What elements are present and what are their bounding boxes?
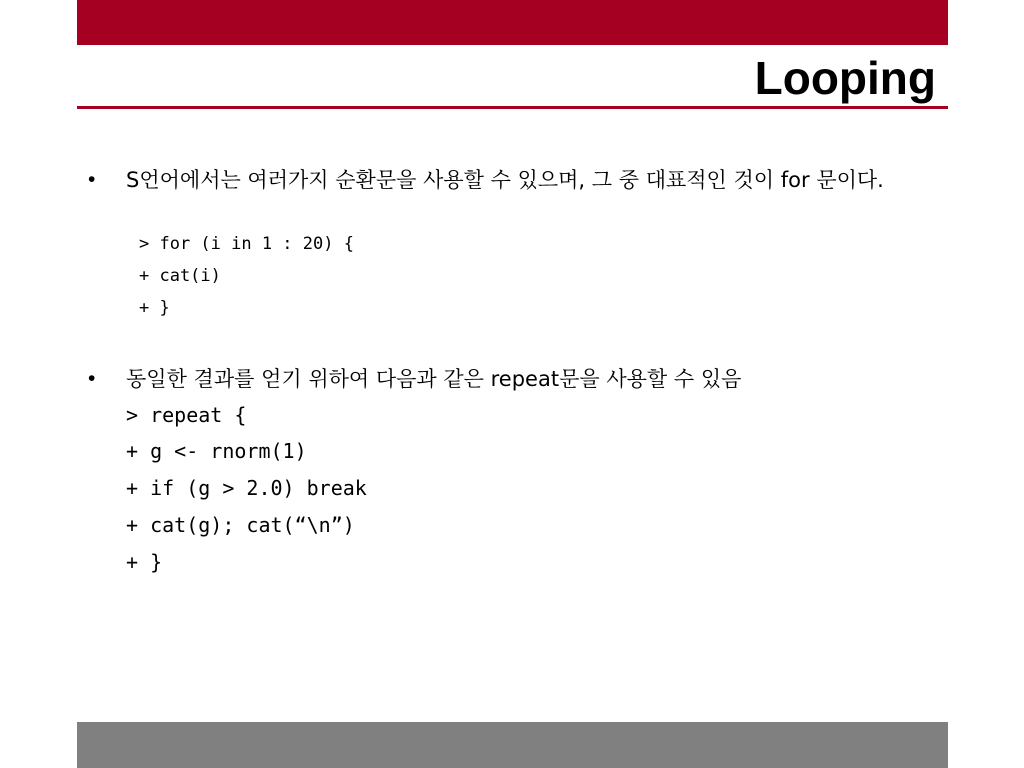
bullet-icon: • xyxy=(88,168,96,191)
title-divider xyxy=(77,106,948,109)
code-line: + } xyxy=(126,550,163,574)
code-line: + if (g > 2.0) break xyxy=(126,476,367,500)
bottom-footer-band xyxy=(77,722,948,768)
code-line: + } xyxy=(139,298,170,318)
code-line: + g <- rnorm(1) xyxy=(126,439,307,463)
bullet-item-for-loop xyxy=(88,165,948,227)
slide-title: Looping xyxy=(754,52,936,104)
code-line: > repeat { xyxy=(126,403,247,427)
bullet-icon: • xyxy=(88,367,96,390)
bullet-item-repeat-loop xyxy=(88,364,948,396)
code-line: > for (i in 1 : 20) { xyxy=(139,234,354,254)
bullet-text: 동일한 결과를 얻기 위하여 다음과 같은 repeat문을 사용할 수 있음 xyxy=(126,367,742,391)
top-accent-band xyxy=(77,0,948,45)
code-line: + cat(i) xyxy=(139,266,221,286)
code-line: + cat(g); cat(“\n”) xyxy=(126,513,355,537)
bullet-text: S언어에서는 여러가지 순환문을 사용할 수 있으며, 그 중 대표적인 것이 for 문이다. xyxy=(126,168,884,192)
